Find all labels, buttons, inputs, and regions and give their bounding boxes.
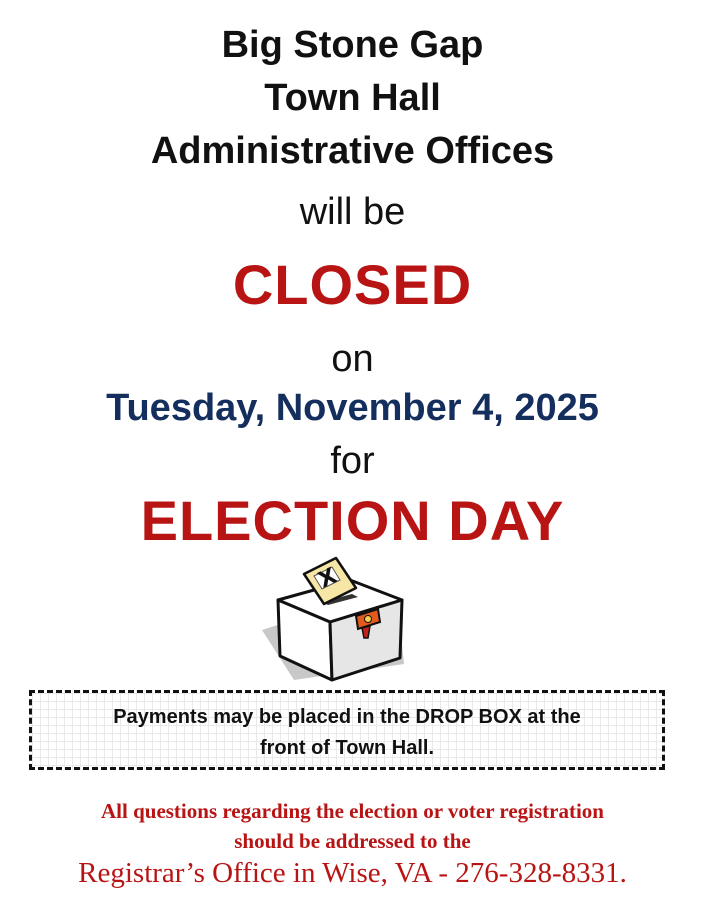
will-be-text: will be — [299, 191, 406, 233]
for-text: for — [330, 440, 375, 482]
drop-box-notice-text: Payments may be placed in the DROP BOX at the front of Town Hall. — [113, 706, 581, 759]
heading-line-1: Big Stone Gap — [221, 24, 484, 66]
heading-line-3: Administrative Offices — [150, 130, 555, 172]
ballot-x-mark: X — [314, 563, 341, 594]
date-text: Tuesday, November 4, 2025 — [106, 387, 599, 429]
heading-line-2: Town Hall — [264, 77, 441, 119]
questions-line-2: should be addressed to the — [234, 829, 471, 853]
registrar-contact: Registrar’s Office in Wise, VA - 276-328-8331. — [78, 857, 627, 889]
election-day-text: ELECTION DAY — [140, 489, 565, 552]
closed-text: CLOSED — [232, 253, 473, 316]
ballot-box-icon — [252, 552, 412, 687]
drop-box-notice — [29, 690, 665, 770]
questions-line-1: All questions regarding the election or voter registration — [101, 799, 604, 823]
on-text: on — [331, 338, 374, 380]
